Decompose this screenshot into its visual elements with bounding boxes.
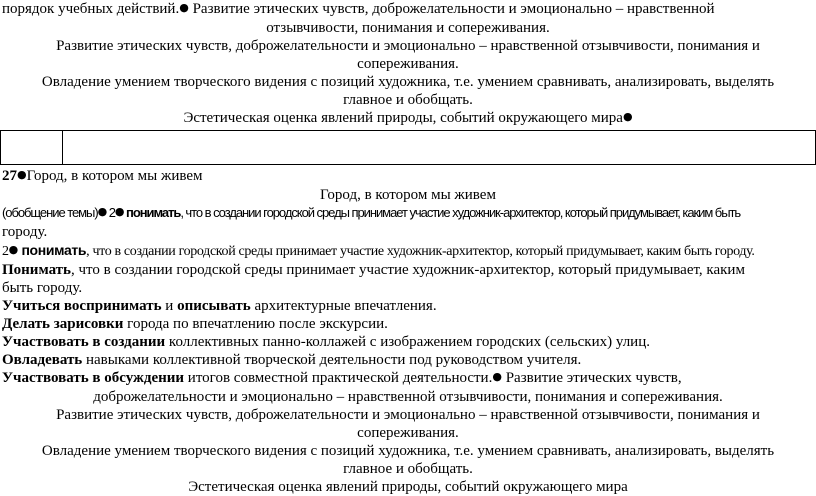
text: Овладевать: [2, 352, 83, 368]
text: порядок учебных действий.: [2, 1, 180, 17]
bullet-icon: ●: [8, 243, 18, 256]
bullet-icon: ●: [179, 1, 189, 14]
text: архитектурные впечатления.: [250, 298, 437, 314]
divider: [62, 131, 63, 164]
text: Понимать: [2, 262, 71, 278]
discuss-line: [0, 369, 816, 388]
text: итогов совместной практической деятельности.: [184, 370, 493, 386]
perceive-line: [0, 297, 816, 315]
bullet-icon: ●: [17, 168, 27, 181]
small-line: [0, 241, 816, 261]
discuss-line-2: доброжелательности и эмоционально – нравственной отзывчивости, понимания и сопереживания.: [93, 389, 723, 405]
master-line: [0, 351, 816, 369]
gorodu-line: городу.: [2, 224, 48, 240]
bullet-icon: ●: [622, 110, 633, 123]
text: Развитие этических чувств, доброжелательности и эмоционально – нравственной: [188, 1, 715, 17]
text: Учиться воспринимать: [2, 298, 162, 314]
lesson-para-2: Овладение умением творческого видения с позиций художника, т.е. умением сравнивать, анализировать, выделять главное и обобщать.: [41, 443, 775, 477]
lesson-number: 27: [2, 168, 17, 184]
divider: [0, 131, 1, 164]
text: , что в создании городской среды принимает участие художник-архитектор, который придумывает, каким быть: [180, 205, 741, 220]
text: Участвовать в создании: [2, 334, 166, 350]
lesson-para-1: Развитие этических чувств, доброжелательности и эмоционально – нравственной отзывчивости, понимания и сопереживания.: [56, 407, 760, 441]
text: описывать: [177, 298, 251, 314]
create-line: [0, 333, 816, 351]
text: , что в создании городской среды принимает участие художник-архитектор, который придумывает, каким быть городу.: [86, 244, 755, 259]
bullet-icon: ●: [114, 205, 124, 218]
text: 2: [2, 244, 9, 259]
top-line-2: отзывчивости, понимания и сопереживания.: [266, 20, 550, 36]
sketch-line: [0, 315, 816, 333]
text: понимать: [17, 242, 87, 258]
lesson-center-title: Город, в котором мы живем: [320, 187, 496, 203]
text: (обобщение темы): [2, 205, 98, 220]
text: коллективных панно-коллажей с изображением городских (сельских) улиц.: [165, 334, 650, 350]
top-para-1: Развитие этических чувств, доброжелательности и эмоционально – нравственной отзывчивости, понимания и сопереживания.: [56, 38, 760, 72]
lesson-heading: [0, 167, 816, 186]
understand-line: [0, 261, 816, 279]
text: навыками коллективной творческой деятельности под руководством учителя.: [82, 352, 582, 368]
text: 2: [106, 205, 115, 220]
bullet-icon: ●: [97, 205, 107, 218]
top-para-2: Овладение умением творческого видения с позиций художника, т.е. умением сравнивать, анализировать, выделять главное и обобщать.: [41, 74, 775, 108]
text: и: [161, 298, 178, 314]
text: Делать зарисовки: [2, 316, 124, 332]
text: города по впечатлению после экскурсии.: [123, 316, 388, 332]
text: Участвовать в обсуждении: [2, 370, 185, 386]
lesson-title: Город, в котором мы живем: [26, 168, 203, 184]
understand-line-2: быть городу.: [2, 280, 83, 296]
text: Эстетическая оценка явлений природы, событий окружающего мира: [183, 110, 623, 126]
text: Развитие этических чувств,: [501, 370, 682, 386]
top-para-3: [0, 109, 816, 128]
text: понимать: [123, 205, 181, 220]
bullet-icon: ●: [492, 370, 502, 383]
table-row: [0, 130, 816, 165]
top-line-1: [0, 0, 816, 19]
text: , что в создании городской среды принимает участие художник-архитектор, который придумывает, каким: [70, 262, 745, 278]
lesson-para-3: Эстетическая оценка явлений природы, событий окружающего мира: [188, 479, 628, 495]
condensed-line: [0, 204, 816, 223]
